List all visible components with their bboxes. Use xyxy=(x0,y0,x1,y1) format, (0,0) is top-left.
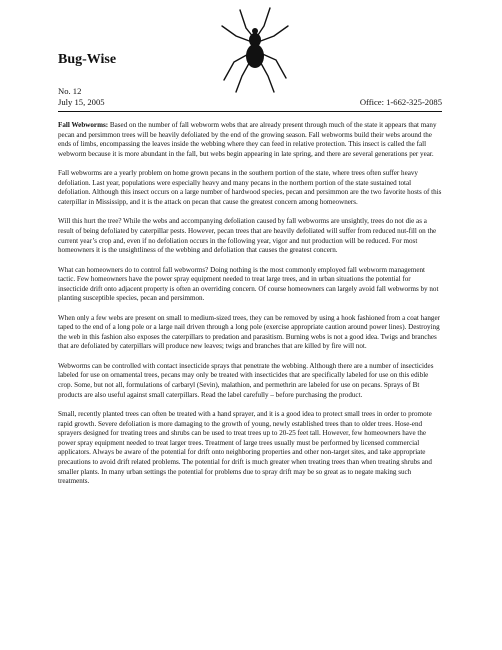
issue-info xyxy=(58,86,442,108)
paragraph-2: Fall webworms are a yearly problem on home grown pecans in the southern portion of the state, where trees often suffer heavy defoliation. Last year, populations were especially heavy and many pecans in the northern portion of the state sustained total defoliation. Although this insect occurs on a large number of hardwood species, pecan and persimmon are the two favorite hosts of this caterpillar in Mississipp, and it is the attack on pecan that cause the greatest concern among homeowners. xyxy=(58,169,442,206)
paragraph-4: What can homeowners do to control fall webworms? Doing nothing is the most commonly employed fall webworm management tactic. Few homeowners have the power spray equipment needed to treat large trees, and in urban situations the potential for insecticide drift onto adjacent property is often an overriding concern. Of course homeowners can largely avoid fall webworms by not planting susceptible species, pecan and persimmon. xyxy=(58,265,439,303)
paragraph-1 xyxy=(58,121,442,159)
article-heading: Fall Webworms: xyxy=(58,121,109,129)
spider-icon xyxy=(216,6,292,94)
issue-number: No. 12 xyxy=(58,86,82,96)
issue-date: July 15, 2005 xyxy=(58,97,105,107)
date-office-row xyxy=(58,97,442,108)
paragraph-1-text: Based on the number of fall webworm webs that are already present through much of the state it appears that many pecan and persimmon trees will be heavily defoliated by the end of the growing season. Fall webworms build their webs around the ends of limbs, encompassing the leaves inside the webbing where they can feed in relative protection. This insect is called the fall webworm because it is more abundant in the fall, but webs begin appearing in late spring, and there are several generations per year. xyxy=(58,121,437,158)
paragraph-3: Will this hurt the tree? While the webs and accompanying defoliation caused by fall webworms are unsightly, trees do not die as a result of being defoliated by caterpillar pests. However, pecan trees that are heavily defoliated will suffer from reduced nut-fill on the current year’s crop and, even if no defoliation occurs in the following year, vigor and nut production will be reduced. For most homeowners it is the unsightliness of the webbing and defoliation that causes the greatest concern. xyxy=(58,217,437,255)
header-divider xyxy=(58,111,442,112)
office-phone: Office: 1-662-325-2085 xyxy=(359,97,442,107)
newsletter-title: Bug-Wise xyxy=(58,52,117,67)
paragraph-6: Webworms can be controlled with contact insecticide sprays that penetrate the webbing. Although there are a number of insecticides labeled for use on ornamental trees, pecans may only be treated with insecticides that are specifically labeled for use on this edible crop. Some, but not all, formulations of carbaryl (Sevin), malathion, and permethrin are labeled for use on pecans. Sprays of Bt products are also useful against small caterpillars. Read the label carefully – before purchasing the product. xyxy=(58,361,434,399)
paragraph-7: Small, recently planted trees can often be treated with a hand sprayer, and it is a good idea to protect small trees in order to promote rapid growth. Severe defoliation is more damaging to the growth of young, newly established trees than to older trees. Hose-end sprayers designed for treating trees and shrubs can be used to treat trees up to 20-25 feet tall. However, few homeowners have the power spray equipment needed to treat larger trees. Treatment of large trees usually must be performed by licensed commercial applicators. Always be aware of the potential for drift onto neighboring properties and other non-target sites, and take appropriate precautions to avoid drift related problems. The potential for drift is much greater when treating trees than when treating shrubs and smaller plants. In many urban settings the potential for problems due to spray drift may be so great as to negate making such treatments. xyxy=(58,410,432,486)
spider-logo-graphic xyxy=(216,6,292,94)
paragraph-5: When only a few webs are present on small to medium-sized trees, they can be removed by using a hook fashioned from a coat hanger taped to the end of a long pole or a large nail driven through a long pole (exercise appropriate caution around power lines). Destroying the web in this fashion also exposes the caterpillars to predation and parasitism. Burning webs is not a good idea. Twigs and branches that are defoliated by caterpillars will produce new leaves; twigs and branches that are killed by fire will not. xyxy=(58,313,440,351)
article-body xyxy=(58,121,442,497)
